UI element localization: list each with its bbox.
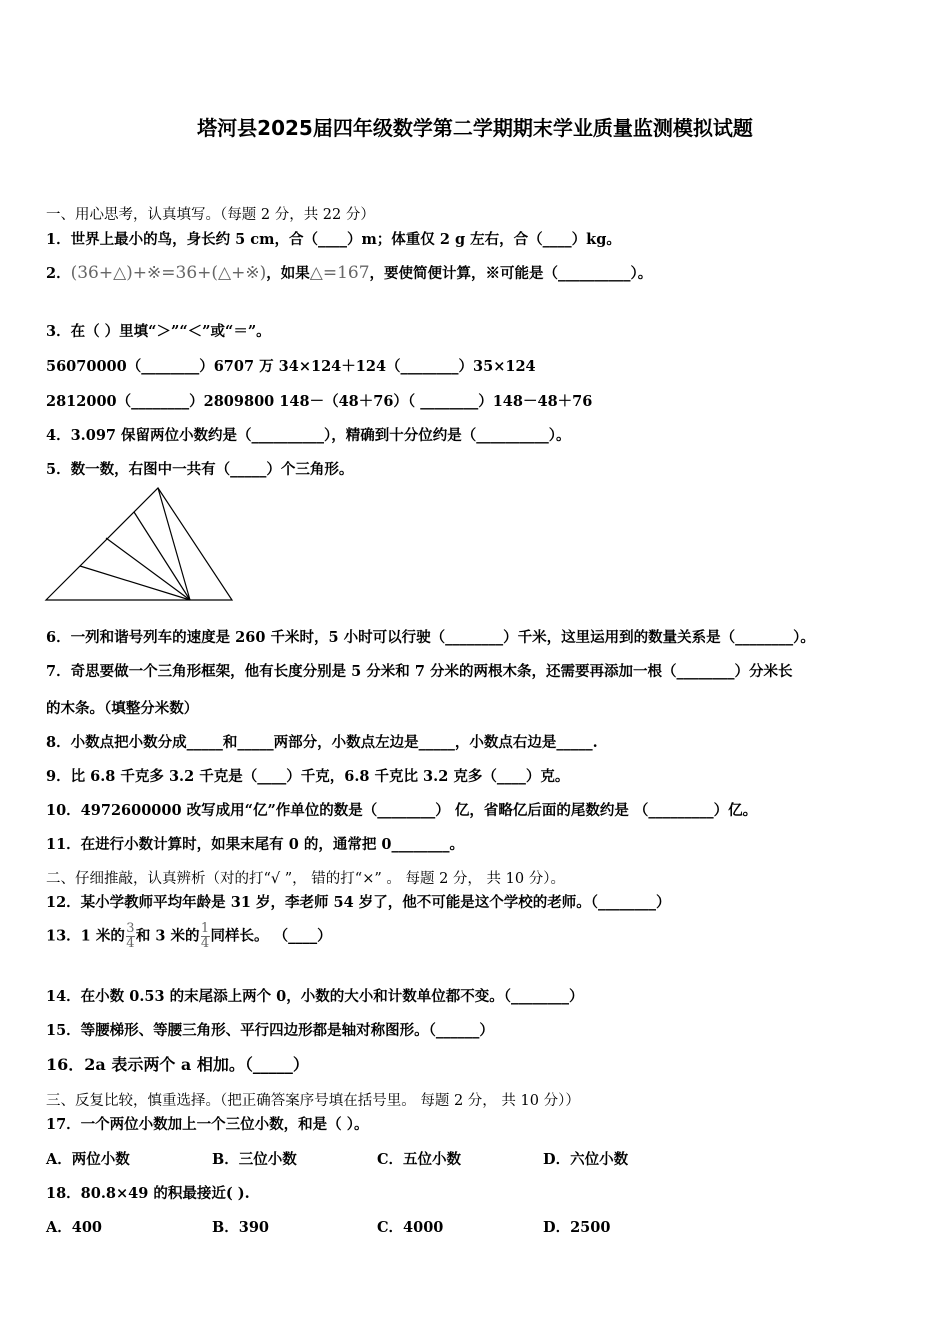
q18-option-a: A．400	[46, 1219, 103, 1236]
question-2-rest: ，要使简便计算，※可能是（__________）。	[369, 265, 653, 282]
question-16: 16．2a 表示两个 a 相加。（_____）	[46, 1055, 309, 1074]
question-9: 9．比 6.8 千克多 3.2 千克是（____）千克，6.8 千克比 3.2 克多（____）克。	[46, 768, 570, 785]
question-11: 11．在进行小数计算时，如果末尾有 0 的，通常把 0________。	[46, 836, 464, 853]
fraction-denominator: 4	[126, 936, 135, 951]
inner-line-1	[134, 512, 190, 600]
fraction-numerator: 3	[126, 921, 135, 936]
question-12: 12．某小学教师平均年龄是 31 岁，李老师 54 岁了，他不可能是这个学校的老师。（________）	[46, 894, 671, 911]
outer-triangle	[46, 488, 232, 600]
q17-option-d: D．六位小数	[543, 1151, 629, 1168]
inner-line-3	[80, 566, 190, 600]
fraction-one-quarter	[201, 922, 210, 951]
q17-option-b: B．三位小数	[212, 1151, 297, 1168]
question-15: 15．等腰梯形、等腰三角形、平行四边形都是轴对称图形。（______）	[46, 1022, 494, 1039]
question-14: 14．在小数 0.53 的末尾添上两个 0，小数的大小和计数单位都不变。（________）	[46, 988, 584, 1005]
question-5: 5．数一数，右图中一共有（_____）个三角形。	[46, 461, 354, 478]
question-3: 3．在（ ）里填“＞”“＜”或“＝”。	[46, 323, 271, 340]
page-title: 塔河县2025届四年级数学第二学期期末学业质量监测模拟试题	[197, 116, 753, 140]
fraction-three-quarters	[126, 922, 135, 951]
question-8: 8．小数点把小数分成_____和_____两部分，小数点左边是_____，小数点右边是_____.	[46, 734, 598, 751]
question-2-expression: (36+△)+※=36+(△+※)	[70, 263, 267, 283]
question-4: 4．3.097 保留两位小数约是（__________），精确到十分位约是（__________）。	[46, 427, 571, 444]
q17-option-a: A．两位小数	[46, 1151, 130, 1168]
inner-line-2	[106, 538, 190, 600]
question-2-number: 2．	[46, 265, 71, 282]
q18-option-c: C．4000	[377, 1219, 444, 1236]
section-1-heading: 一、用心思考，认真填写。（每题 2 分，共 22 分）	[46, 207, 375, 223]
question-1: 1．世界上最小的鸟，身长约 5 cm，合（____）m；体重仅 2 g 左右，合（____）kg。	[46, 231, 621, 248]
question-13-part-c: 同样长。 （____）	[210, 927, 332, 945]
question-3-row-2: 2812000（________）2809800 148－（48＋76）（ ________）148－48＋76	[46, 393, 593, 410]
question-10: 10．4972600000 改写成用“亿”作单位的数是（________） 亿，省略亿后面的尾数约是 （_________）亿。	[46, 802, 758, 819]
fraction-denominator: 4	[200, 936, 210, 951]
q17-option-c: C．五位小数	[377, 1151, 462, 1168]
question-17: 17．一个两位小数加上一个三位小数，和是（ ）。	[46, 1116, 369, 1133]
question-13-part-b: 和 3 米的	[135, 927, 200, 945]
q18-option-d: D．2500	[543, 1219, 611, 1236]
section-3-heading: 三、反复比较，慎重选择。（把正确答案序号填在括号里。 每题 2 分， 共 10 分））	[46, 1093, 580, 1109]
question-18: 18．80.8×49 的积最接近( ).	[46, 1185, 250, 1202]
fraction-numerator: 1	[200, 921, 210, 936]
question-2	[46, 262, 652, 283]
question-13	[46, 922, 332, 951]
q18-option-b: B．390	[212, 1219, 270, 1236]
triangles-figure	[44, 486, 236, 606]
question-2-text: ，如果	[266, 265, 310, 282]
question-7-continued: 的木条。（填整分米数）	[46, 700, 199, 717]
question-3-row-1: 56070000（________）6707 万 34×124＋124（________）35×124	[46, 358, 536, 375]
question-7: 7．奇思要做一个三角形框架，他有长度分别是 5 分米和 7 分米的两根木条，还需要再添加一根（________）分米长	[46, 663, 793, 680]
inner-line-4	[158, 488, 190, 600]
section-2-heading: 二、仔细推敲，认真辨析（对的打“√ ”， 错的打“×” 。 每题 2 分， 共 10 分）。	[46, 871, 565, 887]
question-6: 6．一列和谐号列车的速度是 260 千米时，5 小时可以行驶（________）千米，这里运用到的数量关系是（________）。	[46, 629, 815, 646]
question-13-part-a: 13．1 米的	[46, 927, 125, 945]
question-2-condition: △=167	[309, 263, 370, 283]
